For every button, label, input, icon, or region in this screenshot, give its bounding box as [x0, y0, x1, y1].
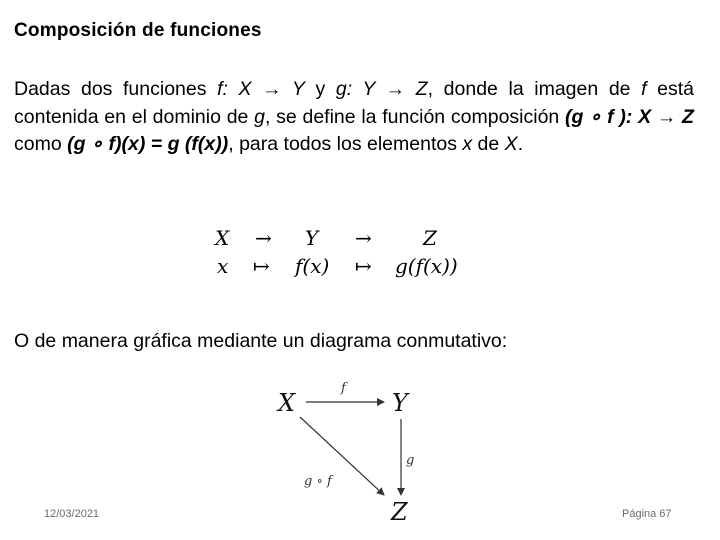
para-text: como: [14, 133, 68, 155]
para-text: X: [504, 133, 518, 155]
para-text: x: [462, 133, 473, 155]
para-text: f: X → Y: [217, 78, 305, 100]
slide-title: Composición de funciones: [14, 20, 262, 41]
mapping-arrow: ↦: [253, 254, 270, 278]
mapping-cell: g(f(x)): [395, 254, 458, 278]
para-text: Dadas dos funciones: [14, 78, 218, 100]
diagram-node-x: X: [278, 389, 296, 417]
para-text: y: [304, 78, 336, 100]
mapping-cell: Y: [305, 226, 319, 250]
para-text: (g ∘ f ): X → Z: [565, 105, 694, 128]
footer-date: 12/03/2021: [44, 508, 100, 520]
para-text: , donde la imagen de: [427, 78, 642, 100]
diagram-node-z: Z: [391, 498, 408, 525]
label-g: g: [406, 453, 415, 468]
para-text: .: [517, 133, 524, 155]
label-f: f: [341, 381, 346, 396]
mapping-cell: Z: [423, 226, 437, 250]
diagram-intro: O de manera gráfica mediante un diagrama conmutativo:: [14, 330, 508, 352]
mapping-arrow: →: [355, 226, 372, 250]
mapping-cell: f(x): [295, 254, 330, 278]
mapping-arrow: ↦: [355, 254, 372, 278]
mapping-cell: X: [215, 226, 230, 250]
commutative-diagram: [270, 375, 430, 525]
mapping-cell: x: [217, 254, 229, 278]
label-g-of-f: g ∘ f: [304, 474, 332, 489]
para-text: , para todos los elementos: [228, 133, 463, 155]
diagram-node-y: Y: [392, 389, 408, 417]
para-text: f: [641, 78, 647, 100]
footer-page-number: Página 67: [622, 508, 672, 520]
mapping-arrow: →: [255, 226, 272, 250]
para-text: g: [254, 105, 265, 128]
para-text: de: [472, 133, 505, 155]
para-text: (g ∘ f)(x) = g (f(x)): [67, 133, 229, 155]
definition-paragraph: [14, 76, 694, 159]
para-text: está contenida en el dominio de: [14, 78, 694, 128]
para-text: , se define la función composición: [264, 105, 566, 128]
para-text: g: Y → Z: [335, 78, 428, 100]
